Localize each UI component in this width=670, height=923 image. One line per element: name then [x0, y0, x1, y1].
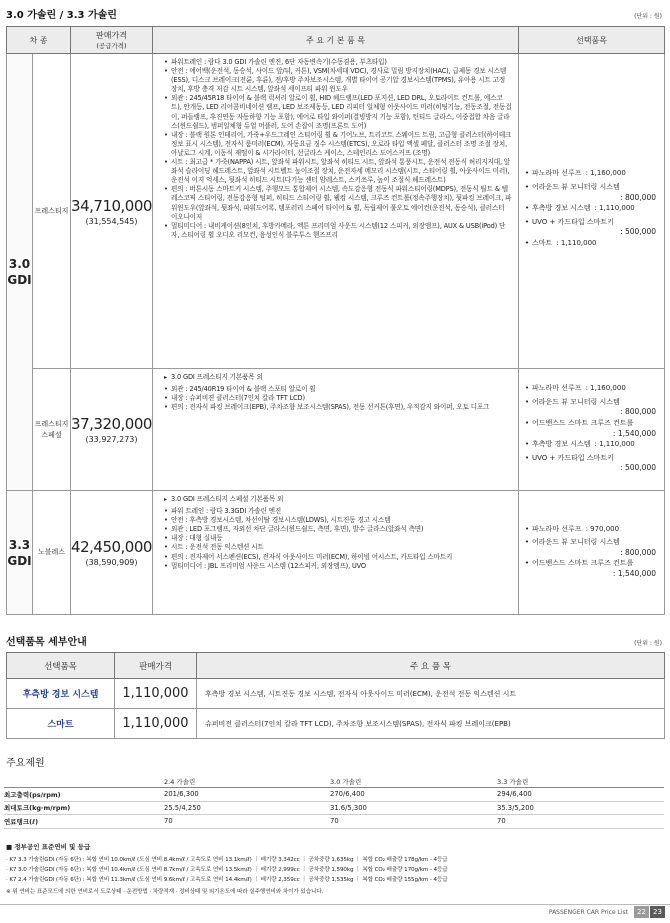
spec-list [163, 58, 512, 240]
option-name: 어라운드 뷰 모니터링 시스템 [532, 183, 620, 192]
trim-name: 노블레스 [33, 491, 71, 615]
spec-item: • 내장 : 슈퍼비젼 클러스터(7인치 칼라 TFT LCD) [163, 394, 512, 403]
spec-value: 270/6,400 [330, 788, 497, 802]
option-price: 1,110,000 [115, 709, 197, 739]
engine-cell: 3.0 GDI [7, 54, 33, 491]
option-name: 어라운드 뷰 모니터링 시스템 [532, 538, 620, 547]
option-price: : 1,540,000 [612, 428, 656, 438]
option-item [525, 454, 658, 473]
sale-price: 37,320,000 [71, 415, 152, 433]
spec-cell [153, 369, 519, 491]
option-price: : 800,000 [620, 407, 656, 417]
spec-item: • 편의 : 전자식 파킹 브레이크(EPB), 주차조향 보조시스템(SPAS), 전동 선커튼(후면), 우적감지 와이퍼, 오토 디포그 [163, 403, 512, 412]
option-list [525, 169, 658, 248]
option-price: : 500,000 [620, 227, 656, 237]
spec-column: 3.0 가솔린 [330, 775, 497, 788]
page-number-right: 23 [650, 906, 665, 918]
option-name: UVO + 카드타입 스마트키 [532, 217, 614, 226]
spec-value: 25.5/4,250 [164, 801, 330, 815]
option-cell [519, 369, 665, 491]
header-option-price: 판매가격 [115, 653, 197, 679]
spec-item: • 파워 트레인 : 람다 3.3GDI 가솔린 엔진 [163, 507, 512, 516]
option-list [525, 525, 658, 579]
price-table [6, 26, 665, 615]
sale-price: 42,450,000 [71, 538, 152, 556]
option-item [525, 204, 658, 214]
option-cell [519, 491, 665, 615]
option-price: : 500,000 [620, 463, 656, 473]
option-item [525, 525, 658, 535]
fuel-note: · K7 3.0 가솔린GDI (자동 6단) : 복합 연비 10.4km/ℓ (도심 연비 8.7km/ℓ / 고속도로 연비 13.5km/ℓ) ｜ 배기량 2,999cc ｜ 공차중량 1,590kg ｜ 복합 CO₂ 배출량 170g/km - 4등급 [6, 867, 448, 873]
option-price-line [532, 463, 658, 473]
option-name: 파노라마 선루프 [532, 524, 582, 533]
spec-item: • 편의 : 전자제어 서스펜션(ECS), 전자식 아웃사이드 미러(ECM), 하이빔 어시스트, 카드타입 스마트키 [163, 553, 512, 562]
option-price-line [532, 548, 658, 558]
option-name: 후측방 경보 시스템 [532, 440, 591, 449]
option-price: : 800,000 [620, 547, 656, 557]
spec-value: 35.3/5,200 [497, 801, 664, 815]
option-price: : 1,110,000 [594, 204, 635, 213]
fuel-efficiency-title: ■ 정부공인 표준연비 및 등급 [6, 843, 91, 851]
option-price-line [532, 193, 658, 203]
spec-column: 3.3 가솔린 [497, 775, 664, 788]
supply-price: (38,590,909) [85, 558, 138, 567]
spec-value: 70 [164, 815, 330, 829]
spec-value: 294/6,400 [497, 788, 664, 802]
fuel-note: · K7 3.3 가솔린GDI (자동 6단) : 복합 연비 10.0km/ℓ (도심 연비 8.4km/ℓ / 고속도로 연비 13.1km/ℓ) ｜ 배기량 3,342cc ｜ 공차중량 1,635kg ｜ 복합 CO₂ 배출량 178g/km - 4등급 [6, 857, 448, 863]
main-specs-title: 주요제원 [6, 758, 45, 769]
option-name: 파노라마 선루프 [532, 384, 582, 393]
option-list [525, 384, 658, 473]
option-name: 스마트 [532, 238, 553, 247]
option-item [525, 218, 658, 237]
spec-item: • 시트 : 최고급 * 가죽(NAPPA) 시트, 앞좌석 파워시트, 앞좌석 히티드 시트, 앞좌석 통풍시트, 운전석 전동식 허리지지대, 앞좌석 슬라이딩 헤드레스트, 앞좌석 시트벨트 높이조절 장치, 운전자세 메모리 시스템(시트, 스티어링 휠, 아웃사이드 미러), 운전석 이지 억세스, 뒷좌석 히티드 시트(다기능 센터 암레스트, 스키쓰루, 높이 조절식 헤드레스트) [163, 158, 512, 185]
spec-item: • 편의 : 버튼시동 스마트키 시스템, 주행모드 통합제어 시스템, 속도감응형 전동식 파워스티어링(MDPS), 전동식 틸트 & 텔레스코픽 스티어링, 전동감응형 텀퍼, 히티드 스티어링 휠, 웰컴 시스템, 크루즈 컨트롤(정속주행장치), 뒷파킹 브레이크, 파워윈도우(앞좌석, 뒷좌석, 파워도어록, 템포러리 스페어 타이어 & 휠, 독립제어 풀오토 에어컨(운전석, 동승석), 클러스터 이오나이저 [163, 185, 512, 221]
option-price-line [532, 429, 658, 439]
spec-list [163, 495, 512, 571]
footer-divider [0, 904, 670, 905]
spec-item: • 내장 : 대형 실내등 [163, 534, 512, 543]
spec-base-note: ▸ 3.0 GDI 프레스티지 스페셜 기본품목 외 [163, 495, 512, 504]
option-price: : 1,540,000 [612, 568, 656, 578]
spec-list [163, 373, 512, 412]
spec-label: 최고출력(ps/rpm) [4, 788, 164, 802]
spec-column: 2.4 가솔린 [164, 775, 330, 788]
option-price: 1,110,000 [115, 679, 197, 709]
option-name: 스마트 [7, 709, 115, 739]
spec-cell [153, 54, 519, 369]
spec-item: • 외관 : LED 포그램프, 자외선 차단 글라스(윈드쉴드, 측면, 후면), 발수 글라스(앞좌석 측면) [163, 525, 512, 534]
option-item [525, 398, 658, 417]
price-table-header [7, 27, 665, 54]
option-item [525, 169, 658, 179]
price-cell [71, 54, 153, 369]
option-item [525, 559, 658, 578]
main-specs-table [4, 775, 664, 829]
option-item [525, 384, 658, 394]
price-cell [71, 369, 153, 491]
option-items: 슈퍼비전 클러스터(7인치 칼라 TFT LCD), 주차조향 보조시스템(SPAS), 전자식 파킹 브레이크(EPB) [197, 709, 665, 739]
option-details-header [7, 653, 665, 679]
header-options: 선택품목 [519, 27, 665, 54]
table-row [4, 801, 664, 815]
option-details-title: 선택품목 세부안내 [6, 637, 87, 648]
header-price: 판매가격 (공급가격) [71, 27, 153, 54]
spec-value: 70 [497, 815, 664, 829]
spec-item: • 파워트레인 : 람다 3.0 GDI 가솔린 엔진, 6단 자동변속기(수동겸용, 부츠타입) [163, 58, 512, 67]
option-price: : 800,000 [620, 192, 656, 202]
spec-item: • 시트 : 운전석 전동 익스텐션 시트 [163, 543, 512, 552]
option-item [525, 538, 658, 557]
price-cell [71, 491, 153, 615]
spec-item: • 외관 : 245/45R18 타이어 & 블랙 럭셔리 알로이 휠, HID 헤드램프(LED 포지션, LED DRL, 오토라이트 컨트롤, 에스코트), 안개등, LED 리어콤비네이션 램프, LED 보조제동등, LED 리피터 일체형 아웃사이드 미러(히팅기능, 전동조절, 전동접이, 퍼들램프, 후진연동 자동하향 기능 포함), 에어로 타입 와이퍼(결빙방지 기능 포함), 틴티드 글라스, 이중접합 차음 글라스(윈드쉴드), 범퍼일체형 듀얼 머플러, 도어 손잡이 조명(프론트 도어) [163, 94, 512, 130]
option-details-table [6, 652, 665, 739]
header-option-items: 주 요 품 목 [197, 653, 665, 679]
option-price: : 1,160,000 [585, 169, 626, 178]
spec-value: 31.6/5,300 [330, 801, 497, 815]
option-details-unit: (단위 : 원) [634, 640, 662, 647]
option-name: 어드밴스드 스마트 크루즈 컨트롤 [532, 559, 634, 568]
fuel-note: · K7 2.4 가솔린GDI (자동 6단) : 복합 연비 11.3km/ℓ (도심 연비 9.6km/ℓ / 고속도로 연비 14.4km/ℓ) ｜ 배기량 2,359cc ｜ 공차중량 1,535kg ｜ 복합 CO₂ 배출량 155g/km - 4등급 [6, 877, 448, 883]
footer-label: PASSENGER CAR Price List [548, 909, 628, 916]
spec-cell [153, 491, 519, 615]
unit-label: (단위 : 원) [634, 13, 662, 20]
table-row [7, 679, 665, 709]
option-item [525, 183, 658, 202]
spec-value: 201/6,300 [164, 788, 330, 802]
header-specs: 주 요 기 본 품 목 [153, 27, 519, 54]
option-price-line [532, 407, 658, 417]
option-items: 후측방 경보 시스템, 시트진동 경보 시스템, 전자식 아웃사이드 미러(ECM), 운전석 전동 익스텐션 시트 [197, 679, 665, 709]
option-price-line [532, 569, 658, 579]
spec-base-note: ▸ 3.0 GDI 프레스티지 기본품목 외 [163, 373, 512, 382]
table-row [7, 54, 665, 369]
trim-name: 프레스티지 [33, 54, 71, 369]
header-option-name: 선택품목 [7, 653, 115, 679]
page-title: 3.0 가솔린 / 3.3 가솔린 [6, 10, 117, 21]
table-row [7, 709, 665, 739]
option-item [525, 419, 658, 438]
spec-item: • 외관 : 245/40R19 타이어 & 블랙 스포티 알로이 휠 [163, 385, 512, 394]
option-item [525, 239, 658, 249]
supply-price: (31,554,545) [85, 216, 138, 226]
trim-name: 프레스티지 스페셜 [33, 369, 71, 491]
option-name: 어라운드 뷰 모니터링 시스템 [532, 397, 620, 406]
option-price: : 970,000 [585, 524, 620, 533]
specs-header [4, 775, 664, 788]
option-item [525, 440, 658, 450]
option-name: 후측방 경보 시스템 [7, 679, 115, 709]
spec-label: 연료탱크(ℓ) [4, 815, 164, 829]
option-price: : 1,110,000 [594, 440, 635, 449]
option-name: UVO + 카드타입 스마트키 [532, 453, 614, 462]
spec-item: • 내장 : 블랙 원톤 인테리어, 가죽+우드그레인 스티어링 휠 & 기어노브, 트리코트 스웨이드 트림, 고급형 클러스터(하이테크 정보 표시 시스템), 전자식 룸미러(ECM), 자동요금 징수 시스템(ETCS), 오로라 타입 액셀 페달, 클러스터 조명 조절 장치, 아날로그 시계, 이동식 재떨이 & 시가라이터, 선글라스 케이스, 스테인리스 도어스커프 (조명) [163, 131, 512, 158]
spec-item: • 안전 : 에어백(운전석, 동승석, 사이드 앞/뒤, 커튼), VSM(차세대 VDC), 경사로 밀림 방지장치(HAC), 급제동 경보 시스템(ESS), 디스크 브레이크(전륜, 후륜), 전/후방 주차보조시스템, 개별 타이어 공기압 경보시스템(TPMS), 유아용 시트 고정 장치, 후방 충격 저감 시트 시스템, 앞좌석 세이프티 파워 윈도우 [163, 67, 512, 94]
header-trim: 차 종 [7, 27, 71, 54]
option-price: : 1,110,000 [556, 238, 597, 247]
table-row [7, 369, 665, 491]
spec-item: • 멀티미디어 : JBL 프리미엄 사운드 시스템 (12스피커, 외장앰프), UVO [163, 562, 512, 571]
page-number-left: 22 [634, 906, 649, 918]
table-row [4, 788, 664, 802]
option-cell [519, 54, 665, 369]
header-price-sub: (공급가격) [96, 42, 127, 50]
option-name: 어드밴스드 스마트 크루즈 컨트롤 [532, 418, 634, 427]
option-price: : 1,160,000 [585, 384, 626, 393]
table-row [4, 815, 664, 829]
engine-cell: 3.3 GDI [7, 491, 33, 615]
spec-value: 70 [330, 815, 497, 829]
option-price-line [532, 227, 658, 237]
sale-price: 34,710,000 [71, 196, 152, 215]
table-row [7, 491, 665, 615]
spec-label: 최대토크(kg·m/rpm) [4, 801, 164, 815]
option-name: 후측방 경보 시스템 [532, 204, 591, 213]
supply-price: (33,927,273) [85, 435, 138, 444]
option-name: 파노라마 선루프 [532, 169, 582, 178]
spec-item: • 멀티미디어 : 내비게이션(8인치, 후방카메라, 액튼 프리미엄 사운드 시스템(12 스피커, 외장앰프), AUX & USB(iPod) 단자, 스티어링 휠 오디오 리모컨, 음성인식 블루투스 핸즈프리 [163, 222, 512, 240]
disclaimer-note: ※ 위 연비는 표준모드에 의한 연비로서 도로상태 · 운전방법 · 차량적재 · 정비상태 및 외기온도에 따라 실주행연비와 차이가 있습니다. [6, 889, 324, 895]
spec-item: • 안전 : 후측방 경보시스템, 차선이탈 경보시스템(LDWS), 시트진동 경고 시스템 [163, 516, 512, 525]
